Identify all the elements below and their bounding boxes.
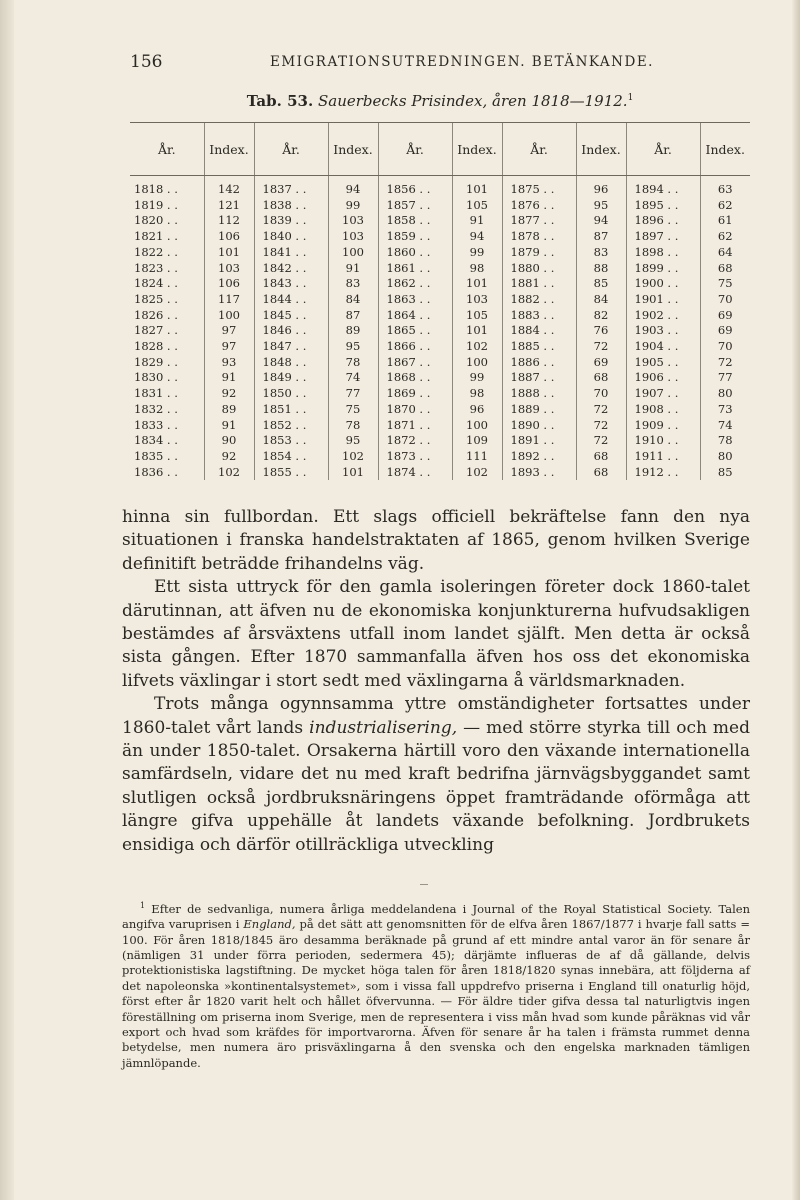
- index-cell: 72: [576, 433, 626, 449]
- index-cell: 91: [328, 261, 378, 277]
- table-header-row: [130, 123, 750, 176]
- year-cell: 1873 . .: [378, 449, 452, 465]
- index-cell: 83: [328, 276, 378, 292]
- year-cell: 1843 . .: [254, 276, 328, 292]
- price-index-table: [130, 122, 750, 480]
- table-row: [130, 229, 750, 245]
- table-row: [130, 176, 750, 198]
- year-cell: 1848 . .: [254, 355, 328, 371]
- year-cell: 1908 . .: [626, 402, 700, 418]
- year-cell: 1841 . .: [254, 245, 328, 261]
- year-cell: 1887 . .: [502, 370, 576, 386]
- year-cell: 1846 . .: [254, 323, 328, 339]
- index-cell: 91: [452, 213, 502, 229]
- footnote-divider: [420, 884, 428, 885]
- price-index-table-wrapper: [130, 122, 750, 480]
- table-label: Tab. 53.: [246, 92, 314, 110]
- index-cell: 103: [452, 292, 502, 308]
- year-cell: 1845 . .: [254, 308, 328, 324]
- year-cell: 1899 . .: [626, 261, 700, 277]
- index-cell: 78: [700, 433, 750, 449]
- table-body: [130, 176, 750, 481]
- table-caption: [130, 92, 750, 110]
- emphasized-term: industrialisering,: [309, 717, 458, 738]
- table-row: [130, 276, 750, 292]
- index-cell: 84: [328, 292, 378, 308]
- index-cell: 117: [204, 292, 254, 308]
- index-cell: 99: [452, 370, 502, 386]
- index-cell: 112: [204, 213, 254, 229]
- index-cell: 94: [576, 213, 626, 229]
- year-cell: 1849 . .: [254, 370, 328, 386]
- table-row: [130, 355, 750, 371]
- year-cell: 1821 . .: [134, 229, 178, 244]
- index-cell: 97: [204, 323, 254, 339]
- year-cell: 1905 . .: [626, 355, 700, 371]
- index-cell: 95: [576, 198, 626, 214]
- index-cell: 61: [700, 213, 750, 229]
- table-title: Sauerbecks Prisindex, åren 1818—1912.: [317, 92, 628, 110]
- year-cell: 1858 . .: [378, 213, 452, 229]
- page-binding-edge: [0, 0, 14, 1200]
- year-cell: 1851 . .: [254, 402, 328, 418]
- index-cell: 103: [328, 229, 378, 245]
- year-cell: 1912 . .: [626, 465, 700, 481]
- index-cell: 63: [700, 176, 750, 198]
- year-cell: 1855 . .: [254, 465, 328, 481]
- index-cell: 80: [700, 449, 750, 465]
- index-cell: 70: [576, 386, 626, 402]
- year-cell: 1828 . .: [134, 339, 178, 354]
- index-cell: 109: [452, 433, 502, 449]
- year-cell: 1850 . .: [254, 386, 328, 402]
- year-cell: 1907 . .: [626, 386, 700, 402]
- year-cell: 1859 . .: [378, 229, 452, 245]
- table-row: [130, 339, 750, 355]
- year-cell: 1878 . .: [502, 229, 576, 245]
- year-cell: 1829 . .: [134, 354, 178, 369]
- year-cell: 1830 . .: [134, 370, 178, 385]
- index-cell: 89: [204, 402, 254, 418]
- index-cell: 96: [452, 402, 502, 418]
- year-cell: 1888 . .: [502, 386, 576, 402]
- year-cell: 1837 . .: [254, 176, 328, 198]
- index-cell: 62: [700, 198, 750, 214]
- year-cell: 1819 . .: [134, 197, 178, 212]
- index-cell: 96: [576, 176, 626, 198]
- year-cell: 1823 . .: [134, 260, 178, 275]
- year-cell: 1863 . .: [378, 292, 452, 308]
- year-cell: 1904 . .: [626, 339, 700, 355]
- year-cell: 1836 . .: [134, 464, 178, 479]
- index-cell: 68: [576, 449, 626, 465]
- column-header: År.: [130, 123, 204, 176]
- year-cell: 1825 . .: [134, 291, 178, 306]
- table-row: [130, 402, 750, 418]
- index-cell: 101: [452, 276, 502, 292]
- index-cell: 77: [328, 386, 378, 402]
- index-cell: 103: [204, 261, 254, 277]
- year-cell: 1853 . .: [254, 433, 328, 449]
- index-cell: 98: [452, 386, 502, 402]
- column-header: År.: [626, 123, 700, 176]
- index-cell: 94: [328, 176, 378, 198]
- index-cell: 75: [700, 276, 750, 292]
- index-cell: 105: [452, 198, 502, 214]
- index-cell: 85: [576, 276, 626, 292]
- year-cell: 1892 . .: [502, 449, 576, 465]
- index-cell: 92: [204, 386, 254, 402]
- index-cell: 75: [328, 402, 378, 418]
- index-cell: 91: [204, 418, 254, 434]
- index-cell: 73: [700, 402, 750, 418]
- index-cell: 100: [328, 245, 378, 261]
- year-cell: 1880 . .: [502, 261, 576, 277]
- footnote: [122, 898, 750, 1071]
- year-cell: 1881 . .: [502, 276, 576, 292]
- table-row: [130, 386, 750, 402]
- year-cell: 1876 . .: [502, 198, 576, 214]
- year-cell: 1856 . .: [378, 176, 452, 198]
- table-row: [130, 261, 750, 277]
- index-cell: 76: [576, 323, 626, 339]
- index-cell: 95: [328, 339, 378, 355]
- index-cell: 95: [328, 433, 378, 449]
- year-cell: 1870 . .: [378, 402, 452, 418]
- year-cell: 1871 . .: [378, 418, 452, 434]
- year-cell: 1838 . .: [254, 198, 328, 214]
- column-header: Index.: [576, 123, 626, 176]
- year-cell: 1896 . .: [626, 213, 700, 229]
- year-cell: 1900 . .: [626, 276, 700, 292]
- year-cell: 1885 . .: [502, 339, 576, 355]
- index-cell: 64: [700, 245, 750, 261]
- year-cell: 1854 . .: [254, 449, 328, 465]
- index-cell: 106: [204, 229, 254, 245]
- year-cell: 1894 . .: [626, 176, 700, 198]
- year-cell: 1882 . .: [502, 292, 576, 308]
- year-cell: 1910 . .: [626, 433, 700, 449]
- table-row: [130, 449, 750, 465]
- year-cell: 1839 . .: [254, 213, 328, 229]
- year-cell: 1897 . .: [626, 229, 700, 245]
- page-number: 156: [130, 52, 163, 72]
- column-header: Index.: [204, 123, 254, 176]
- year-cell: 1831 . .: [134, 386, 178, 401]
- year-cell: 1906 . .: [626, 370, 700, 386]
- column-header: År.: [378, 123, 452, 176]
- year-cell: 1834 . .: [134, 433, 178, 448]
- year-cell: 1872 . .: [378, 433, 452, 449]
- index-cell: 106: [204, 276, 254, 292]
- index-cell: 91: [204, 370, 254, 386]
- year-cell: 1883 . .: [502, 308, 576, 324]
- index-cell: 77: [700, 370, 750, 386]
- table-row: [130, 245, 750, 261]
- index-cell: 62: [700, 229, 750, 245]
- table-row: [130, 418, 750, 434]
- year-cell: 1884 . .: [502, 323, 576, 339]
- year-cell: 1869 . .: [378, 386, 452, 402]
- table-row: [130, 370, 750, 386]
- index-cell: 101: [452, 176, 502, 198]
- year-cell: 1844 . .: [254, 292, 328, 308]
- year-cell: 1874 . .: [378, 465, 452, 481]
- paragraph: Ett sista uttryck för den gamla isoleringen företer dock 1860-talet därutinnan, att äfven nu de ekonomiska konjunkturerna hufvudsakligen bestämdes af årsväxtens utfall inom landet själft. Men detta är också sista gången. Efter 1870 sammanfalla äfven hos oss det ekonomiska lifvets växlingar i stort sedt med växlingarna å världsmarknaden.: [122, 577, 750, 691]
- index-cell: 69: [700, 323, 750, 339]
- year-cell: 1827 . .: [134, 323, 178, 338]
- index-cell: 87: [576, 229, 626, 245]
- index-cell: 72: [576, 418, 626, 434]
- year-cell: 1901 . .: [626, 292, 700, 308]
- index-cell: 100: [452, 355, 502, 371]
- table-row: [130, 433, 750, 449]
- index-cell: 99: [452, 245, 502, 261]
- index-cell: 93: [204, 355, 254, 371]
- index-cell: 142: [204, 176, 254, 198]
- table-row: [130, 213, 750, 229]
- year-cell: 1875 . .: [502, 176, 576, 198]
- index-cell: 103: [328, 213, 378, 229]
- year-cell: 1879 . .: [502, 245, 576, 261]
- year-cell: 1865 . .: [378, 323, 452, 339]
- index-cell: 89: [328, 323, 378, 339]
- column-header: Index.: [452, 123, 502, 176]
- year-cell: 1898 . .: [626, 245, 700, 261]
- year-cell: 1889 . .: [502, 402, 576, 418]
- year-cell: 1864 . .: [378, 308, 452, 324]
- year-cell: 1903 . .: [626, 323, 700, 339]
- index-cell: 68: [576, 370, 626, 386]
- index-cell: 84: [576, 292, 626, 308]
- year-cell: 1862 . .: [378, 276, 452, 292]
- footnote-reference: 1: [627, 93, 634, 103]
- year-cell: 1877 . .: [502, 213, 576, 229]
- footnote-marker: 1: [140, 901, 146, 910]
- index-cell: 80: [700, 386, 750, 402]
- year-cell: 1820 . .: [134, 213, 178, 228]
- index-cell: 101: [328, 465, 378, 481]
- table-row: [130, 465, 750, 481]
- index-cell: 68: [700, 261, 750, 277]
- index-cell: 100: [204, 308, 254, 324]
- year-cell: 1847 . .: [254, 339, 328, 355]
- year-cell: 1866 . .: [378, 339, 452, 355]
- year-cell: 1822 . .: [134, 244, 178, 259]
- running-header: [130, 52, 750, 76]
- page-right-edge: [792, 0, 800, 1200]
- body-text: [122, 506, 750, 857]
- index-cell: 70: [700, 339, 750, 355]
- table-row: [130, 308, 750, 324]
- running-title: EMIGRATIONSUTREDNINGEN. BETÄNKANDE.: [270, 54, 654, 70]
- year-cell: 1852 . .: [254, 418, 328, 434]
- year-cell: 1886 . .: [502, 355, 576, 371]
- year-cell: 1860 . .: [378, 245, 452, 261]
- year-cell: 1857 . .: [378, 198, 452, 214]
- year-cell: 1909 . .: [626, 418, 700, 434]
- index-cell: 101: [452, 323, 502, 339]
- index-cell: 69: [700, 308, 750, 324]
- index-cell: 68: [576, 465, 626, 481]
- year-cell: 1832 . .: [134, 401, 178, 416]
- column-header: Index.: [700, 123, 750, 176]
- year-cell: 1824 . .: [134, 276, 178, 291]
- year-cell: 1835 . .: [134, 448, 178, 463]
- index-cell: 72: [576, 339, 626, 355]
- index-cell: 72: [700, 355, 750, 371]
- footnote-emphasis: England,: [243, 917, 296, 932]
- column-header: År.: [502, 123, 576, 176]
- year-cell: 1891 . .: [502, 433, 576, 449]
- index-cell: 100: [452, 418, 502, 434]
- index-cell: 90: [204, 433, 254, 449]
- index-cell: 78: [328, 418, 378, 434]
- index-cell: 111: [452, 449, 502, 465]
- index-cell: 74: [328, 370, 378, 386]
- year-cell: 1818 . .: [134, 182, 178, 196]
- index-cell: 97: [204, 339, 254, 355]
- paragraph-text: Trots många ogynnsamma yttre omständigheter fortsattes under 1860-talet vårt lands: [122, 694, 750, 738]
- year-cell: 1826 . .: [134, 307, 178, 322]
- paragraph: hinna sin fullbordan. Ett slags officiell bekräftelse fann den nya situationen i franska handelstraktaten af 1865, genom hvilken Sverige definitift beträdde frihandelns väg.: [122, 507, 750, 574]
- index-cell: 69: [576, 355, 626, 371]
- index-cell: 70: [700, 292, 750, 308]
- index-cell: 121: [204, 198, 254, 214]
- year-cell: 1861 . .: [378, 261, 452, 277]
- index-cell: 88: [576, 261, 626, 277]
- index-cell: 74: [700, 418, 750, 434]
- year-cell: 1842 . .: [254, 261, 328, 277]
- table-row: [130, 323, 750, 339]
- index-cell: 98: [452, 261, 502, 277]
- index-cell: 102: [328, 449, 378, 465]
- index-cell: 83: [576, 245, 626, 261]
- year-cell: 1840 . .: [254, 229, 328, 245]
- index-cell: 78: [328, 355, 378, 371]
- year-cell: 1890 . .: [502, 418, 576, 434]
- index-cell: 99: [328, 198, 378, 214]
- index-cell: 105: [452, 308, 502, 324]
- year-cell: 1895 . .: [626, 198, 700, 214]
- year-cell: 1893 . .: [502, 465, 576, 481]
- year-cell: 1911 . .: [626, 449, 700, 465]
- table-row: [130, 292, 750, 308]
- table-row: [130, 198, 750, 214]
- index-cell: 94: [452, 229, 502, 245]
- index-cell: 102: [204, 465, 254, 481]
- column-header: Index.: [328, 123, 378, 176]
- column-header: År.: [254, 123, 328, 176]
- year-cell: 1902 . .: [626, 308, 700, 324]
- index-cell: 92: [204, 449, 254, 465]
- paragraph: [122, 693, 750, 857]
- index-cell: 87: [328, 308, 378, 324]
- year-cell: 1868 . .: [378, 370, 452, 386]
- index-cell: 72: [576, 402, 626, 418]
- index-cell: 82: [576, 308, 626, 324]
- index-cell: 85: [700, 465, 750, 481]
- footnote-text: Efter de sedvanliga, numera årliga meddelandena i Journal of the Royal Statistical Society. Talen angifva varuprisen i: [122, 901, 751, 932]
- index-cell: 101: [204, 245, 254, 261]
- index-cell: 102: [452, 339, 502, 355]
- paragraph-text: — med större styrka till och med än under 1850-talet. Orsakerna härtill voro den växande internationella samfärdseln, vidare det nu med kraft bedrifna järnvägsbyggandet samt slutligen också jordbruksnäringens öppet framträdande oförmåga att längre gifva uppehälle åt landets växande befolkning. Jordbrukets ensidiga och därför otillräckliga utveckling: [122, 717, 750, 855]
- year-cell: 1867 . .: [378, 355, 452, 371]
- index-cell: 102: [452, 465, 502, 481]
- year-cell: 1833 . .: [134, 417, 178, 432]
- footnote-text: på det sätt att genomsnitten för de elfva åren 1867/1877 i hvarje fall satts = 100. För åren 1818/1845 äro desamma beräknade på grund af ett mindre antal varor än för senare år (nämligen 31 under förra perioden, sedermera 45); därjämte influeras de af då gällande, delvis protektionistiska lagstiftning. De mycket höga talen för åren 1818/1820 synas innebära, att följderna af det napoleonska »kontinentalsystemet», som i vissa fall uppdrefvo priserna i England till onaturlig höjd, först efter år 1820 varit helt och hållet öfvervunna. — För äldre tider gifva dessa tal naturligtvis ingen föreställning om priserna inom Sverige, men de representera i viss mån hvad som kunde påräknas vid vår export och hvad som kräfdes för importvarorna. Äfven för senare år ha talen i främsta rummet denna betydelse, men numera äro prisväxlingarna å den svenska och den engelska marknaden tämligen jämnlöpande.: [122, 917, 751, 1070]
